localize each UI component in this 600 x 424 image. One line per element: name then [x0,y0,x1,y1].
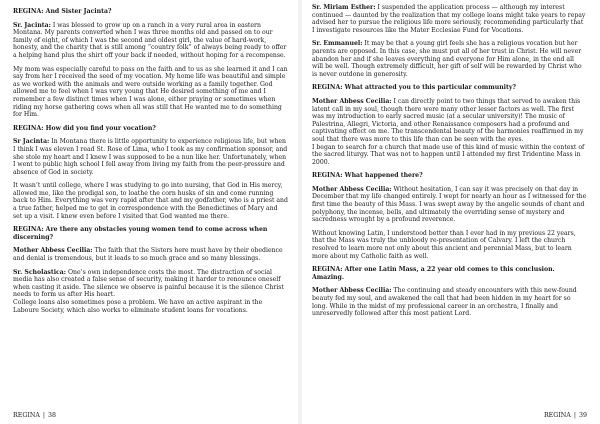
right-page-text [312,4,587,318]
answer-text: The continuing and steady encounters with this new-found beauty fed my soul, and awakened the call that had been hidden in my heart for so long. While in the midst of my professional career in an orchestra, I finally and unreservedly followed after this most patient Lord. [312,287,577,318]
speaker-name: Sr Jacinta: [13,138,50,146]
answer-text: In Montana there is little opportunity to experience religious life, but when I think I was eleven I read St. Rose of Lima, who I took as my confirmation sponsor, and she stole my heart and I knew I was supposed to be a nun like her. Unfortunately, when I went to public high school I fell away from living my faith from the peer-pressure and absence of God in society. [13,138,288,176]
page-gutter [298,0,302,424]
interview-question: REGINA: What happened there? [312,172,423,180]
answer-text: I can directly point to two things that served to awaken this latent call in my soul, though there were many other lesser factors as well. The first was my introduction to early sacred music (at a secular university)! The music of Palestrina, Allegri, Victoria, and other Renaissance composers had a profound and captivating effect on me. The transcendental beauty of the harmonies reaffirmed in my soul that there was more to this life than can be seen with the eyes. [312,97,584,143]
speaker-name: Mother Abbess Cecilia: [312,97,392,105]
speaker-name: Sr. Miriam Esther: [312,4,376,11]
footer-magazine-name: REGINA [13,412,40,419]
answer-text: It may be that a young girl feels she has a religious vocation but her parents are opposed. In this case, she must put all of her trust in Christ. He will never abandon her and if she leaves everything and everyone for Him alone, in the end all will be well. Though extremely difficult, her gift of self will be rewarded by Christ who is never outdone in generosity. [312,40,582,78]
interview-question: REGINA: And Sister Jacinta? [13,8,112,15]
footer-separator: | [573,412,576,419]
answer-text: My mom was especially careful to pass on the faith and to us as she learned it and I can say from her I received the seed of my vocation. My home life was beautiful and simple as we worked with the animals and were outside working as a family together. God allowed me to feel when I was very young that He desired something of me and I remember a few distinct times when I was alone, either praying or sometimes when riding my horse gathering cows when all was still that He wanted me to do something for Him. [13,65,288,119]
interview-answer [312,287,587,317]
answer-text: I was blessed to grow up on a ranch in a very rural area in eastern Montana. My parents converted when I was three months old and passed on to our family of eight, of which I was the second and oldest girl, the value of hard-work, honesty, and the charity that is still among “country folk” of always being ready to offer a helping hand plus the shirt off your back if needed, without hoping for a recompense. [13,21,287,59]
answer-text: One’s own independence costs the most. The distraction of social media has also created a false sense of security, making it harder to renounce oneself when casting it aside. The silence we observe is painful because it is the silence Christ needs to form us after His heart. [13,268,284,299]
interview-answer [312,230,587,260]
left-page-footer [13,412,56,420]
page-number: 39 [578,412,587,419]
interview-answer [13,247,288,262]
right-page [304,0,600,424]
page-number: 38 [48,412,57,419]
interview-answer [312,186,587,224]
footer-magazine-name: REGINA [543,412,571,419]
speaker-name: Mother Abbess Cecilia: [312,185,392,193]
footer-separator: | [42,412,46,419]
speaker-name: Mother Abbess Cecilia: [312,287,392,295]
speaker-name: Sr. Emmanuel: [312,40,363,48]
answer-text: Without hesitation, I can say it was precisely on that day in December that my life changed entirely. I wept for nearly an hour as I witnessed for the first time the beauty of this Mass. I was swept away by the angelic sounds of chant and polyphony, the incense, bells, and ultimately the overriding sense of mystery and sacredness wrought by a profound reverence. [312,185,587,224]
left-page [0,0,296,424]
interview-question: REGINA: What attracted you to this particular community? [312,84,516,92]
answer-text-continued: I began to search for a church that made use of this kind of music within the context of the sacred liturgy. That was not to happen until I attended my first Tridentine Mass in 2000. [312,143,585,166]
interview-answer [13,66,288,119]
interview-answer [312,40,587,78]
interview-answer [13,269,288,315]
interview-question: REGINA: After one Latin Mass, a 22 year old comes to this conclusion. Amazing. [312,266,555,281]
speaker-name: Sr. Scholastica: [13,268,67,276]
answer-text: Without knowing Latin, I understood better than I ever had in my previous 22 years, that the Mass was truly the unbloody re-presentation of Calvary. I left the church resolved to learn more not only about this ancient and perennial Mass, but to learn more about my Catholic faith as well. [312,229,576,260]
answer-text-continued: College loans also sometimes pose a problem. We have an active aspirant in the Laboure Society, which also works to eliminate student loans for vocations. [13,299,263,314]
speaker-name: Mother Abbess Cecilia: [13,247,93,255]
interview-answer [312,4,587,34]
answer-text: It wasn’t until college, where I was studying to go into nursing, that God in His mercy, allowed me, like the prodigal son, to loathe the corn husks of sin and come running back to Him. Everything was very rapid after that and my godfather, who is a priest and a true father, helped me to get in correspondence with the Benedictines of Mary and set up a visit. I knew even before I visited that God wanted me there. [13,182,288,220]
interview-question: REGINA: Are there any obstacles young women tend to come across when discerning? [13,226,268,241]
interview-answer [13,22,288,60]
interview-answer [13,182,288,220]
interview-answer [312,98,587,166]
interview-answer [13,138,288,176]
answer-text: I suspended the application process — although my interest continued — daunted by the realization that my college loans might take years to repay advised her to pursue the religious life more seriously, recommending particularly that I investigate resources like the Mater Ecclesiae Fund for Vocations. [312,4,586,34]
speaker-name: Sr. Jacinta: [13,21,51,29]
left-page-text [13,8,288,314]
right-page-footer [544,412,587,420]
interview-question: REGINA: How did you find your vocation? [13,124,156,132]
answer-text: The faith that the Sisters here must have by their obedience and denial is tremendous, but it leads to so much grace and so many blessings. [13,247,283,263]
